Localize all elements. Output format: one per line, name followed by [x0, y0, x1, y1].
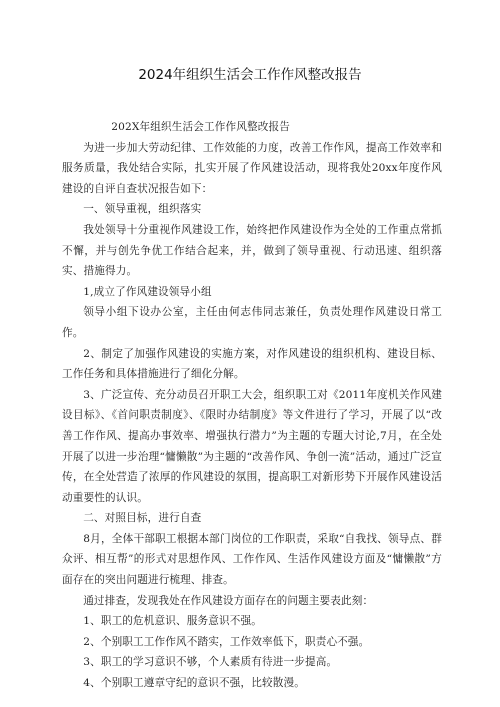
list-item: 2、个别职工工作作风不踏实，工作效率低下，职责心不强。: [83, 635, 370, 648]
section-heading: 一、领导重视，组织落实: [83, 203, 202, 216]
list-item: 1、职工的危机意识、服务意识不强。: [83, 615, 262, 628]
paragraph: 3、广泛宣传、充分动员召开职工大会，组织职工对《2011年度机关作风建设目标》、《首问职责制度》、《限时办结制度》等文件进行了学习，开展了以“改善工作作风、提高办事效率、增强执行潜力”为主题的专题大讨论,7月，在全处开展了以进一步治理“慵懒散”为主题的“改善作风、争创一流”活动，通过广泛宣传，在全处营造了浓厚的作风建设的氛围，提高职工对新形势下开展作风建设活动重要性的认识。: [62, 388, 442, 504]
paragraph: 通过排查，发现我处在作风建设方面存在的问题主要表此刻：: [83, 594, 374, 607]
paragraph: 领导小组下设办公室，主任由何志伟同志兼任，负责处理作风建设日常工作。: [62, 306, 442, 339]
report-subtitle: 202X年组织生活会工作作风整改报告: [111, 121, 290, 133]
document-body: [62, 117, 442, 694]
paragraph: 2、制定了加强作风建设的实施方案，对作风建设的组织机构、建设目标、工作任务和具体措施进行了细化分解。: [62, 347, 442, 381]
paragraph: 为进一步加大劳动纪律、工作效能的力度，改善工作作风，提高工作效率和服务质量，我处结合实际，扎实开展了作风建设活动，现将我处20xx年度作风建设的自评自查状况报告如下：: [62, 141, 442, 195]
paragraph: 我处领导十分重视作风建设工作，始终把作风建设作为全处的工作重点常抓不懈，并与创先争优工作结合起来，并，做到了领导重视、行动迅速、组织落实、措施得力。: [62, 223, 442, 278]
document-title: 2024年组织生活会工作作风整改报告: [138, 67, 362, 83]
list-item: 4、个别职工遵章守纪的意识不强，比较散漫。: [83, 677, 305, 690]
subsection-heading: 1,成立了作风建设领导小组: [83, 285, 212, 298]
list-item: 3、职工的学习意识不够，个人素质有待进一步提高。: [83, 656, 338, 669]
paragraph: 8月，全体干部职工根据本部门岗位的工作职责，采取“自我找、领导点、群众评、相互帮”的形式对思想作风、工作作风、生活作风建设方面及“慵懒散”方面存在的突出问题进行梳理、排查。: [62, 532, 442, 587]
section-heading: 二、对照目标，进行自查: [83, 512, 202, 525]
